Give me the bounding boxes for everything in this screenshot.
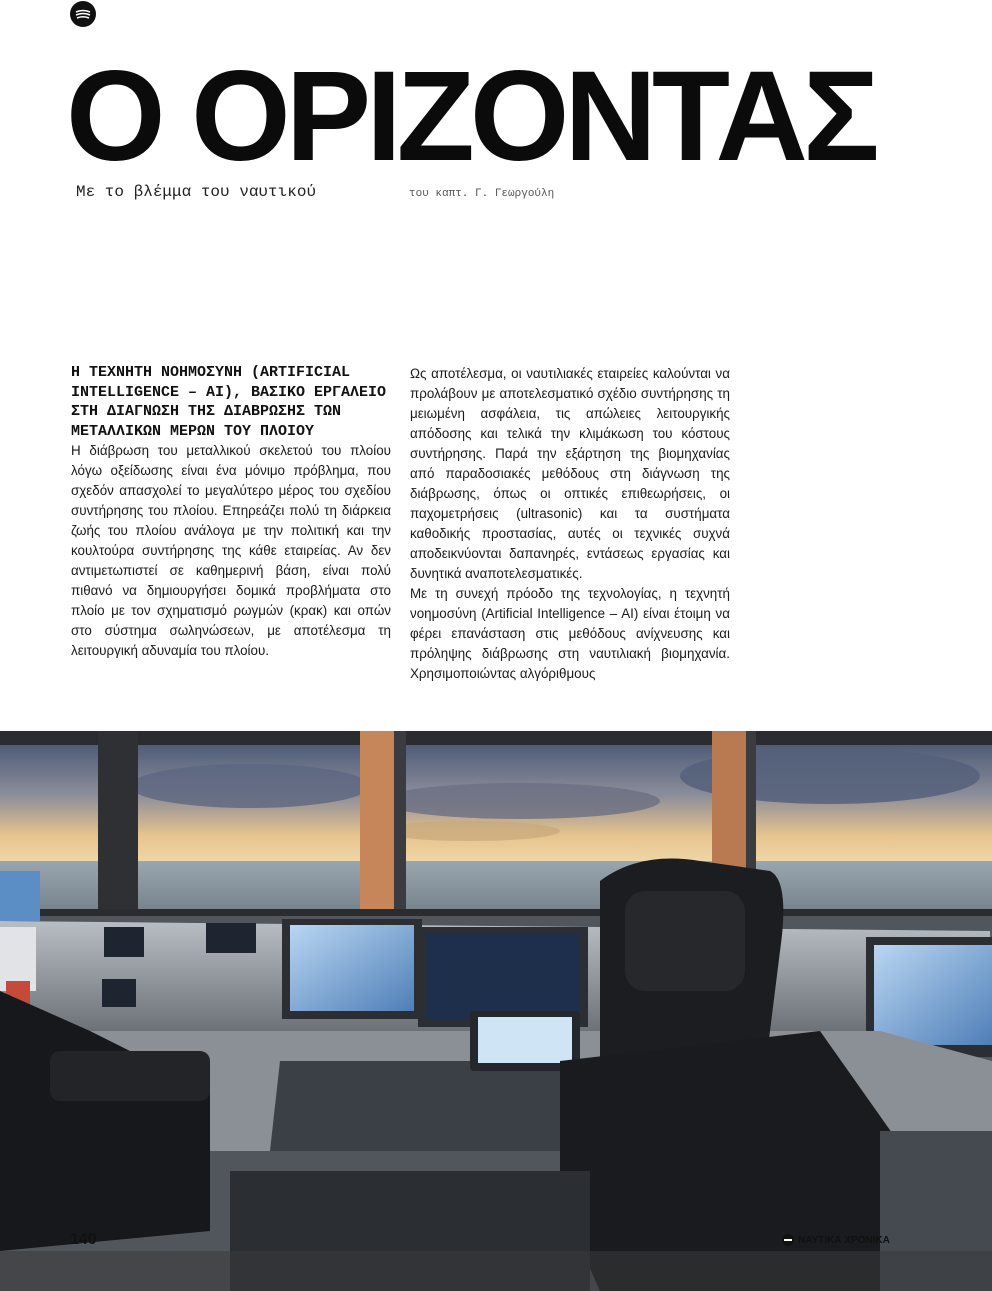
byline: του καπτ. Γ. Γεωργούλη bbox=[409, 188, 555, 200]
brand bbox=[782, 1234, 890, 1246]
ship-bridge-photo bbox=[0, 731, 992, 1291]
article-column-left bbox=[71, 363, 391, 661]
page-number: 140 bbox=[70, 1231, 97, 1248]
section-heading: Η ΤΕΧΝΗΤΗ ΝΟΗΜΟΣΥΝΗ (ARTIFICIAL INTELLIGENCE – AI), ΒΑΣΙΚΟ ΕΡΓΑΛΕΙΟ ΣΤΗ ΔΙΑΓΝΩΣΗ ΤΗΣ ΔΙΑΒΡΩΣΗΣ ΤΩΝ ΜΕΤΑΛΛΙΚΩΝ ΜΕΡΩΝ ΤΟΥ ΠΛΟΙΟΥ bbox=[71, 364, 387, 440]
page-title: Ο ΟΡΙΖΟΝΤΑΣ bbox=[66, 45, 875, 188]
article-paragraph-1: Η διάβρωση του μεταλλικού σκελετού του πλοίου λόγω οξείδωσης είναι ένα μόνιμο πρόβλημα, που σχεδόν απασχολεί το μεγαλύτερο μέρος του σχεδίου συντήρησης του πλοίου. Επηρεάζει πολύ τη διάρκεια ζωής του πλοίου ανάλογα με την πολιτική και την κουλτούρα συντήρησης της κάθε εταιρείας. Αν δεν αντιμετωπιστεί σε καθημερινή βάση, είναι πολύ πιθανό να δημιουργήσει δομικά προβλήματα στο πλοίο με τον σχηματισμό ρωγμών (κρακ) και οπών στο σύστημα σωληνώσεων, με αποτέλεσμα τη λειτουργική αδυναμία του πλοίου. bbox=[71, 443, 391, 659]
wave-logo-icon bbox=[782, 1234, 794, 1246]
article-paragraph-3: Με τη συνεχή πρόοδο της τεχνολογίας, η τεχνητή νοημοσύνη (Artificial Intelligence – AI) είναι έτοιμη να φέρει επανάσταση στις μεθόδους ανίχνευσης και πρόληψης διάβρωσης στη ναυτιλιακή βιομηχανία. Χρησιμοποιώντας αλγόριθμους bbox=[410, 586, 730, 681]
article-paragraph-2: Ως αποτέλεσμα, οι ναυτιλιακές εταιρείες καλούνται να προλάβουν με αποτελεσματικό σχέδιο συντήρησης τη μειωμένη ασφάλεια, τις απώλειες λειτουργικής απόδοσης και τελικά την κλιμάκωση του κόστους συντήρησης. Παρά την εξάρτηση της βιομηχανίας από παραδοσιακές μεθόδους στη διάγνωση της διάβρωσης, όπως οι οπτικές επιθεωρήσεις, οι παχομετρήσεις (ultrasonic) και τα συστήματα καθοδικής προστασίας, αυτές οι τεχνικές συχνά αποδεικνύονται δαπανηρές, εντάσεως εργασίας και δυνητικά αναποτελεσματικές. bbox=[410, 366, 730, 581]
subtitle: Με το βλέμμα του ναυτικού bbox=[76, 183, 317, 201]
article-column-right bbox=[410, 364, 730, 684]
wave-logo-icon bbox=[70, 1, 96, 27]
brand-name: ΝΑΥΤΙΚΑ ΧΡΟΝΙΚΑ bbox=[798, 1234, 890, 1246]
